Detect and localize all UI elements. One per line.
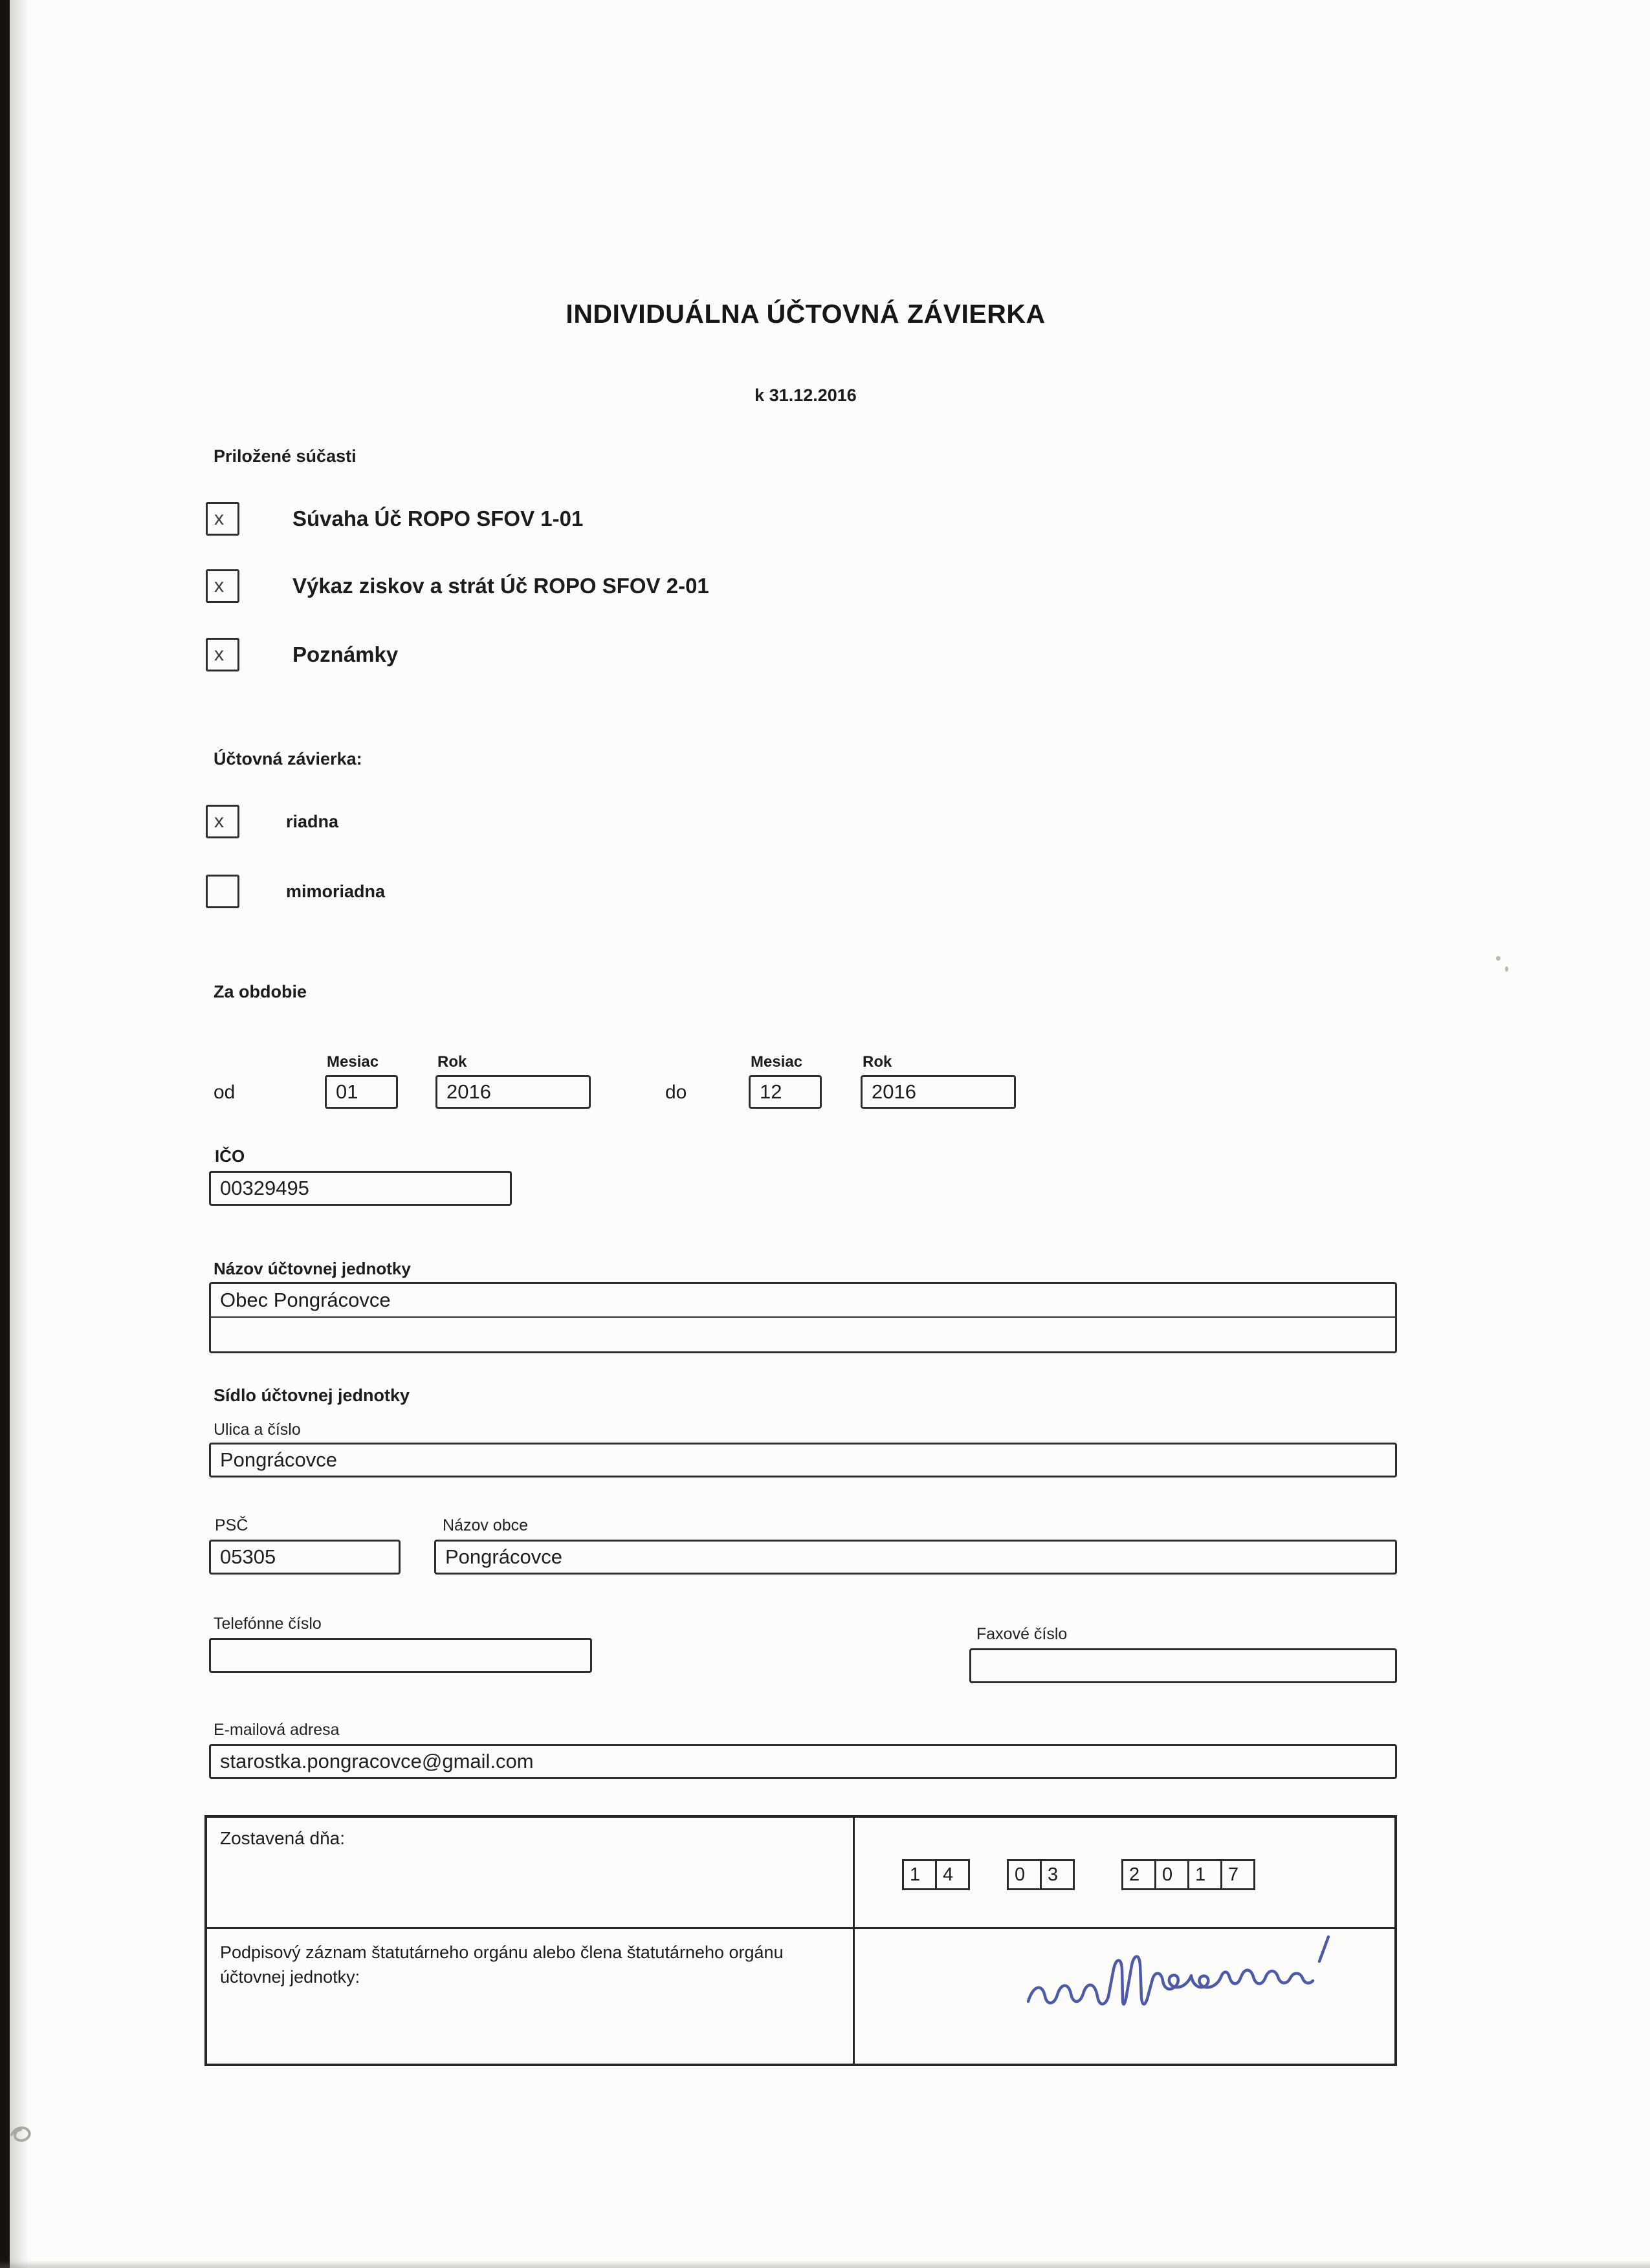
date-year-group [1121, 1859, 1255, 1890]
period-from-month-label: Mesiac [327, 1053, 379, 1071]
compiled-date-cell [855, 1818, 1394, 1929]
entity-name-label: Názov účtovnej jednotky [214, 1259, 411, 1278]
email-field: starostka.pongracovce@gmail.com [209, 1744, 1397, 1779]
checkbox-riadna: x [206, 805, 239, 838]
period-to-month-field: 12 [749, 1075, 822, 1109]
ico-label: IČO [215, 1146, 245, 1166]
attached-item-suvaha [206, 502, 583, 536]
signature-table [204, 1815, 1397, 2066]
fax-label: Faxové číslo [976, 1625, 1068, 1643]
period-to-month-label: Mesiac [751, 1053, 803, 1071]
checkbox-poznamky: x [206, 638, 239, 671]
attached-item-label: Poznámky [292, 642, 399, 666]
zip-field: 05305 [209, 1540, 401, 1575]
address-heading: Sídlo účtovnej jednotky [214, 1386, 410, 1405]
street-field: Pongrácovce [209, 1443, 1397, 1477]
entity-name-line1: Obec Pongrácovce [211, 1284, 1395, 1318]
entity-name-field [209, 1282, 1397, 1353]
page-subtitle: k 31.12.2016 [754, 386, 857, 405]
phone-field [209, 1638, 592, 1673]
signature [1010, 1925, 1359, 2042]
scan-edge-bottom [0, 2260, 1650, 2268]
compiled-date-boxes [855, 1859, 1255, 1890]
attached-heading: Priložené súčasti [214, 446, 357, 466]
page-title: INDIVIDUÁLNA ÚČTOVNÁ ZÁVIERKA [566, 299, 1046, 329]
scan-edge-shadow [10, 0, 29, 2268]
date-digit: 7 [1220, 1859, 1255, 1890]
email-label: E-mailová adresa [214, 1721, 340, 1739]
checkbox-mimoriadna [206, 875, 239, 908]
date-day-group [902, 1859, 970, 1890]
checkbox-vykaz: x [206, 569, 239, 603]
statement-option-label: mimoriadna [286, 881, 386, 901]
statement-option-label: riadna [286, 811, 339, 831]
street-label: Ulica a číslo [214, 1421, 301, 1439]
attached-item-label: Výkaz ziskov a strát Úč ROPO SFOV 2-01 [292, 574, 709, 598]
period-from-label: od [214, 1082, 236, 1103]
town-label: Názov obce [443, 1516, 529, 1534]
attached-item-vykaz [206, 569, 709, 603]
fax-field [969, 1648, 1397, 1683]
statement-type-heading: Účtovná závierka: [214, 749, 362, 769]
period-from-year-label: Rok [437, 1053, 467, 1071]
date-month-group [1007, 1859, 1075, 1890]
town-field: Pongrácovce [434, 1540, 1397, 1575]
compiled-date-label: Zostavená dňa: [207, 1818, 855, 1929]
entity-name-line2 [211, 1318, 1395, 1351]
signature-label: Podpisový záznam štatutárneho orgánu alebo člena štatutárneho orgánu účtovnej jednotky: [207, 1929, 855, 2064]
period-from-year-field: 2016 [435, 1075, 591, 1109]
period-to-year-label: Rok [863, 1053, 892, 1071]
scan-artifact [1505, 966, 1508, 972]
period-heading: Za obdobie [214, 982, 307, 1001]
ico-field: 00329495 [209, 1171, 512, 1206]
attached-item-label: Súvaha Úč ROPO SFOV 1-01 [292, 507, 584, 530]
date-digit: 0 [1007, 1859, 1042, 1890]
date-digit: 1 [1187, 1859, 1222, 1890]
period-from-month-field: 01 [325, 1075, 398, 1109]
signature-cell [855, 1929, 1394, 2064]
statement-option-mimoriadna [206, 875, 385, 908]
checkbox-suvaha: x [206, 502, 239, 536]
period-to-year-field: 2016 [861, 1075, 1016, 1109]
scan-artifact-smudge [5, 2109, 44, 2148]
scan-artifact [1496, 956, 1501, 961]
attached-item-poznamky [206, 638, 398, 671]
date-digit: 1 [902, 1859, 937, 1890]
date-digit: 2 [1121, 1859, 1156, 1890]
date-digit: 3 [1040, 1859, 1075, 1890]
phone-label: Telefónne číslo [214, 1615, 322, 1633]
period-to-label: do [665, 1082, 687, 1103]
scan-edge-left [0, 0, 10, 2268]
statement-option-riadna [206, 805, 338, 838]
date-digit: 4 [935, 1859, 970, 1890]
zip-label: PSČ [215, 1516, 248, 1534]
date-digit: 0 [1154, 1859, 1189, 1890]
